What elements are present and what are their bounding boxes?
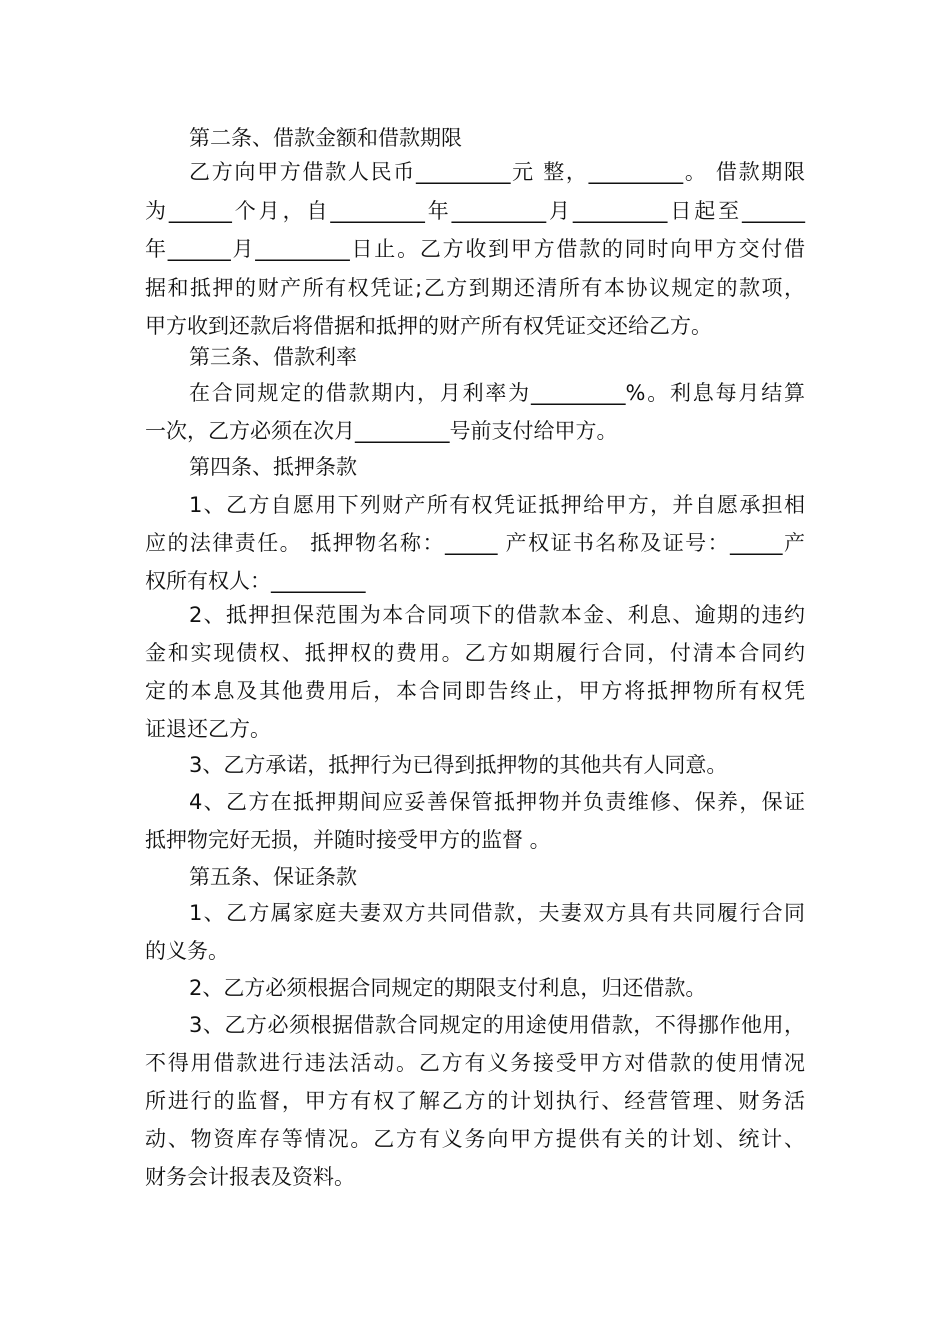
article-4-line: 应的法律责任。 抵押物名称：_____ 产权证书名称及证号：_____产 (145, 531, 805, 555)
article-2-line: 为______个月，自_________年_________月_________日起至______ (145, 199, 805, 223)
article-2-line: 乙方向甲方借款人民币_________元 整，_________。 借款期限 (189, 160, 805, 184)
article-5-line: 3、乙方必须根据借款合同规定的用途使用借款，不得挪作他用， (189, 1013, 805, 1037)
article-4-line: 证退还乙方。 (145, 717, 271, 741)
article-4-line: 2、抵押担保范围为本合同项下的借款本金、利息、逾期的违约 (189, 603, 805, 627)
article-5-line: 财务会计报表及资料。 (145, 1165, 355, 1189)
article-5-line: 所进行的监督，甲方有权了解乙方的计划执行、经营管理、财务活 (145, 1089, 805, 1113)
article-2-line: 甲方收到还款后将借据和抵押的财产所有权凭证交还给乙方。 (145, 314, 712, 338)
article-5-heading: 第五条、保证条款 (189, 865, 357, 889)
article-2-line: 年______月_________日止。乙方收到甲方借款的同时向甲方交付借 (145, 237, 805, 261)
article-4-line: 抵押物完好无损，并随时接受甲方的监督 。 (145, 828, 551, 852)
article-5-line: 2、乙方必须根据合同规定的期限支付利息，归还借款。 (189, 976, 707, 1000)
article-2-line: 据和抵押的财产所有权凭证;乙方到期还清所有本协议规定的款项， (145, 276, 805, 300)
article-4-line: 权所有权人：_________ (145, 569, 366, 593)
article-4-line: 定的本息及其他费用后，本合同即告终止，甲方将抵押物所有权凭 (145, 679, 805, 703)
article-3-heading: 第三条、借款利率 (189, 345, 357, 369)
article-4-line: 4、乙方在抵押期间应妥善保管抵押物并负责维修、保养，保证 (189, 790, 805, 814)
article-4-heading: 第四条、抵押条款 (189, 455, 357, 479)
article-5-line: 1、乙方属家庭夫妻双方共同借款，夫妻双方具有共同履行合同 (189, 901, 805, 925)
article-4-line: 金和实现债权、抵押权的费用。乙方如期履行合同，付清本合同约 (145, 641, 805, 665)
article-3-line: 一次，乙方必须在次月_________号前支付给甲方。 (145, 419, 618, 443)
article-2-heading: 第二条、借款金额和借款期限 (189, 126, 462, 150)
article-4-line: 1、乙方自愿用下列财产所有权凭证抵押给甲方，并自愿承担相 (189, 493, 805, 517)
article-3-line: 在合同规定的借款期内，月利率为_________%。利息每月结算 (189, 381, 805, 405)
article-4-line: 3、乙方承诺，抵押行为已得到抵押物的其他共有人同意。 (189, 753, 728, 777)
article-5-line: 动、物资库存等情况。乙方有义务向甲方提供有关的计划、统计、 (145, 1127, 805, 1151)
article-5-line: 不得用借款进行违法活动。乙方有义务接受甲方对借款的使用情况 (145, 1051, 805, 1075)
article-5-line: 的义务。 (145, 939, 229, 963)
